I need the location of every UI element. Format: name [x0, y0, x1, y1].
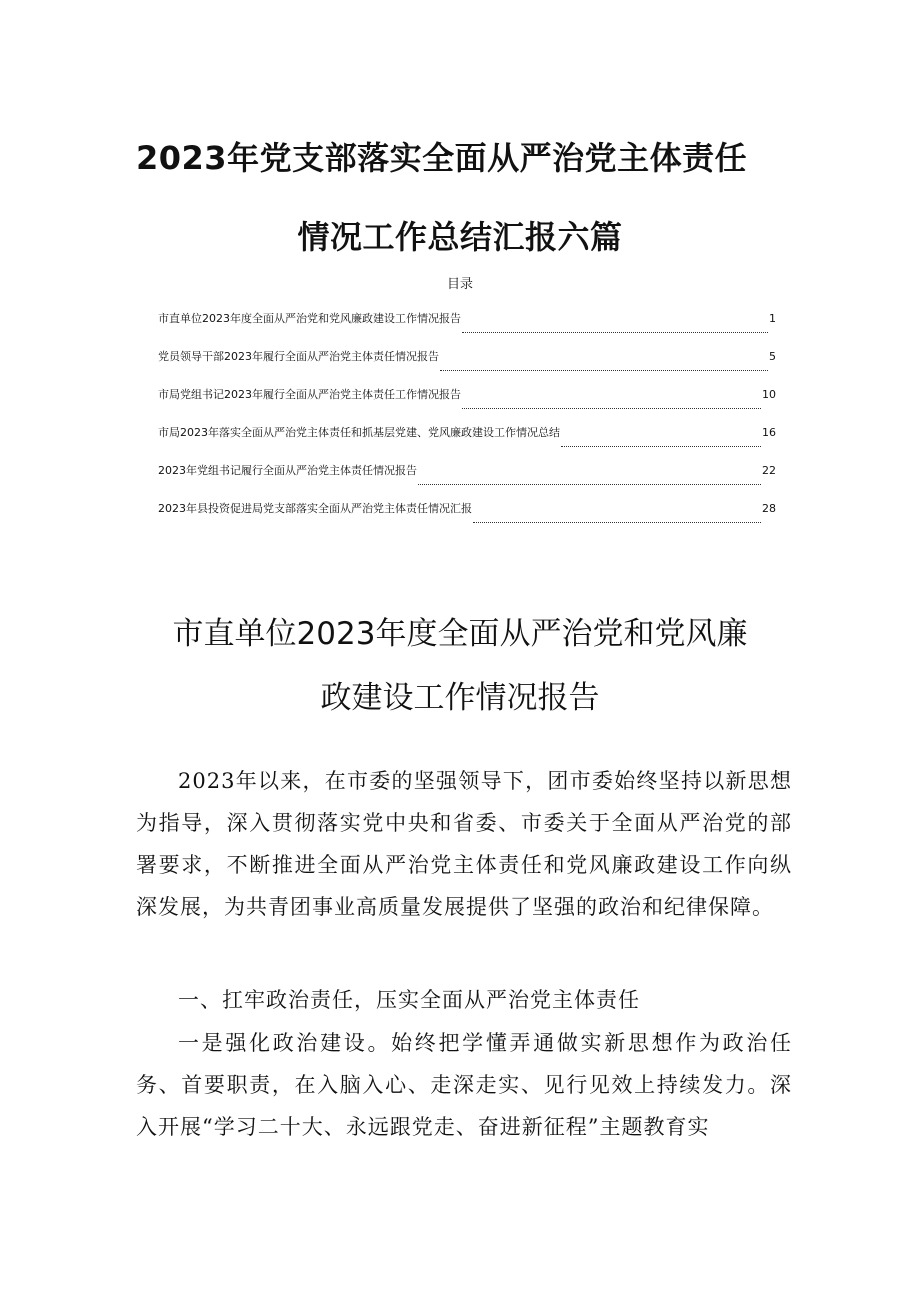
table-of-contents	[158, 310, 776, 538]
toc-entry-text: 2023年县投资促进局党支部落实全面从严治党主体责任情况汇报	[158, 502, 472, 515]
toc-leader-dots	[440, 362, 768, 371]
toc-entry[interactable]	[158, 500, 776, 538]
toc-entry[interactable]	[158, 386, 776, 424]
toc-entry-page: 1	[769, 312, 776, 325]
toc-entry-page: 28	[762, 502, 776, 515]
toc-leader-dots	[473, 514, 761, 523]
toc-entry[interactable]	[158, 348, 776, 386]
subsection-heading: 一、扛牢政治责任，压实全面从严治党主体责任	[178, 988, 640, 1012]
toc-entry[interactable]	[158, 424, 776, 462]
toc-entry-text: 党员领导干部2023年履行全面从严治党主体责任情况报告	[158, 350, 439, 363]
section-title-line1: 市直单位2023年度全面从严治党和党风廉	[172, 616, 748, 652]
toc-entry-page: 10	[762, 388, 776, 401]
body-paragraph: 一是强化政治建设。始终把学懂弄通做实新思想作为政治任务、首要职责，在入脑入心、走深走实、见行见效上持续发力。深入开展“学习二十大、永远跟党走、奋进新征程”主题教育实	[136, 1031, 792, 1139]
document-title-line1: 2023年党支部落实全面从严治党主体责任	[136, 139, 748, 177]
section-title-line2: 政建设工作情况报告	[320, 680, 600, 716]
toc-entry-page: 16	[762, 426, 776, 439]
toc-entry-page: 22	[762, 464, 776, 477]
toc-entry-text: 市直单位2023年度全面从严治党和党风廉政建设工作情况报告	[158, 312, 461, 325]
toc-entry-text: 市局2023年落实全面从严治党主体责任和抓基层党建、党风廉政建设工作情况总结	[158, 426, 560, 439]
toc-leader-dots	[462, 400, 761, 409]
toc-entry-page: 5	[769, 350, 776, 363]
toc-entry-text: 2023年党组书记履行全面从严治党主体责任情况报告	[158, 464, 417, 477]
body-paragraph: 2023年以来，在市委的坚强领导下，团市委始终坚持以新思想为指导，深入贯彻落实党中央和省委、市委关于全面从严治党的部署要求，不断推进全面从严治党主体责任和党风廉政建设工作向纵深发展，为共青团事业高质量发展提供了坚强的政治和纪律保障。	[136, 769, 792, 919]
toc-leader-dots	[561, 438, 761, 447]
toc-entry[interactable]	[158, 310, 776, 348]
toc-entry-text: 市局党组书记2023年履行全面从严治党主体责任工作情况报告	[158, 388, 461, 401]
toc-heading: 目录	[446, 277, 473, 292]
toc-leader-dots	[462, 324, 768, 333]
toc-leader-dots	[418, 476, 761, 485]
document-title-line2: 情况工作总结汇报六篇	[297, 218, 623, 256]
toc-entry[interactable]	[158, 462, 776, 500]
